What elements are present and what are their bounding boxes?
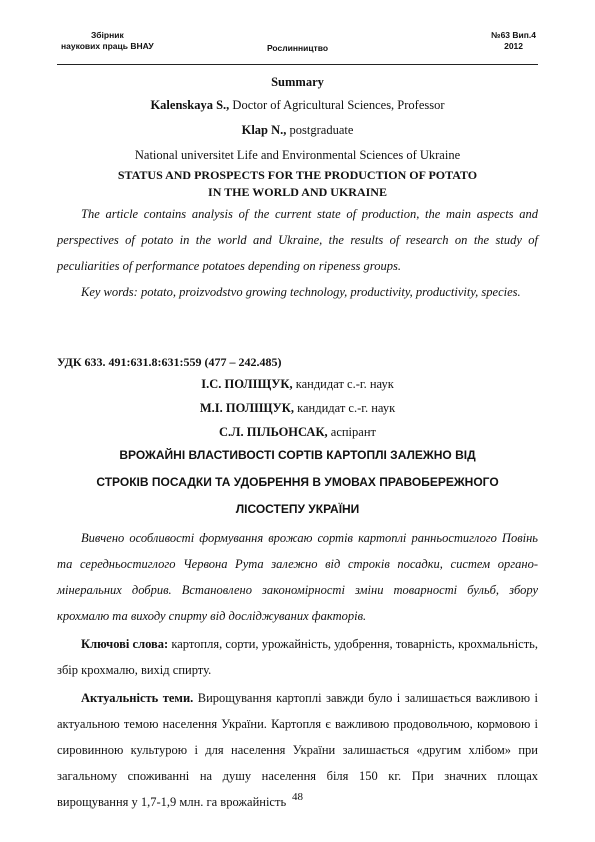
summary-title	[57, 167, 538, 201]
summary-abstract: The article contains analysis of the current state of production, the main aspects and perspectives of potato in the world and Ukraine, the results of research on the study of peculiarities of performance potatoes depending on ripeness groups.	[57, 207, 538, 273]
running-header	[57, 30, 538, 65]
relevance-label: Актуальність теми.	[81, 691, 194, 705]
author-title: кандидат с.-г. наук	[292, 377, 394, 391]
author-name: Kalenskaya S.,	[150, 98, 230, 112]
summary-author-1	[57, 98, 538, 112]
article-title-line: ЛІСОСТЕПУ УКРАЇНИ	[235, 502, 360, 516]
summary-title-line: IN THE WORLD AND UKRAINE	[208, 185, 387, 199]
journal-name-line1: Збірник	[90, 30, 124, 40]
article-author-2	[57, 401, 538, 415]
page-number: 48	[292, 791, 303, 803]
author-title: аспірант	[327, 425, 376, 439]
author-title: postgraduate	[286, 123, 354, 137]
author-name: М.І. ПОЛІЩУК,	[199, 401, 294, 415]
relevance-text: Вирощування картоплі завжди було і залишається важливою і актуальною темою населення України. Картопля є важливою продовольчою, кормовою і сировинною культурою і для населення України залишається «другим хлібом» при загальному споживанні на душу населення біля 150 кг. При значних площах вирощування у 1,7-1,9 млн. га врожайність	[57, 691, 539, 809]
article-title	[57, 442, 538, 523]
keywords-label: Ключові слова:	[81, 637, 169, 651]
author-name: С.Л. ПІЛЬОНСАК,	[219, 425, 328, 439]
summary-title-line: STATUS AND PROSPECTS FOR THE PRODUCTION OF POTATO	[117, 168, 478, 182]
keywords-text: картопля, сорти, урожайність, удобрення, товарність, крохмальність, збір крохмалю, вихід спирту.	[57, 637, 539, 677]
author-title: кандидат с.-г. наук	[293, 401, 396, 415]
article-author-1	[57, 377, 538, 391]
journal-name-line2: наукових праць ВНАУ	[61, 41, 154, 51]
udk-code: УДК 633. 491:631.8:631:559 (477 – 242.485)	[57, 355, 282, 369]
summary-heading: Summary	[271, 75, 324, 89]
author-title: Doctor of Agricultural Sciences, Professor	[229, 98, 445, 112]
article-keywords	[57, 631, 538, 683]
article-section	[57, 355, 538, 815]
author-name: І.С. ПОЛІЩУК,	[201, 377, 293, 391]
summary-section	[57, 75, 538, 305]
author-name: Klap N.,	[241, 123, 287, 137]
issue-number: №63 Вип.4	[491, 30, 536, 40]
article-abstract: Вивчено особливості формування врожаю сортів картоплі ранньостиглого Повінь та середньостиглого Червона Рута залежно від строків посадки, систем органо-мінеральних добрив. Встановлено закономірності зміни товарності бульб, збору крохмалю та виходу спирту від досліджуваних факторів.	[57, 531, 538, 623]
summary-keywords: Key words: potato, proizvodstvo growing technology, productivity, productivity, species.	[81, 285, 521, 299]
summary-institution: National universitet Life and Environmental Sciences of Ukraine	[134, 148, 461, 162]
issue-info	[491, 30, 536, 52]
article-title-line: СТРОКІВ ПОСАДКИ ТА УДОБРЕННЯ В УМОВАХ ПРАВОБЕРЕЖНОГО	[96, 475, 499, 489]
section-name: Рослинництво	[266, 43, 329, 53]
summary-author-2	[57, 123, 538, 137]
article-author-3	[57, 425, 538, 439]
article-title-line: ВРОЖАЙНІ ВЛАСТИВОСТІ СОРТІВ КАРТОПЛІ ЗАЛЕЖНО ВІД	[119, 448, 476, 462]
issue-year: 2012	[504, 41, 524, 51]
